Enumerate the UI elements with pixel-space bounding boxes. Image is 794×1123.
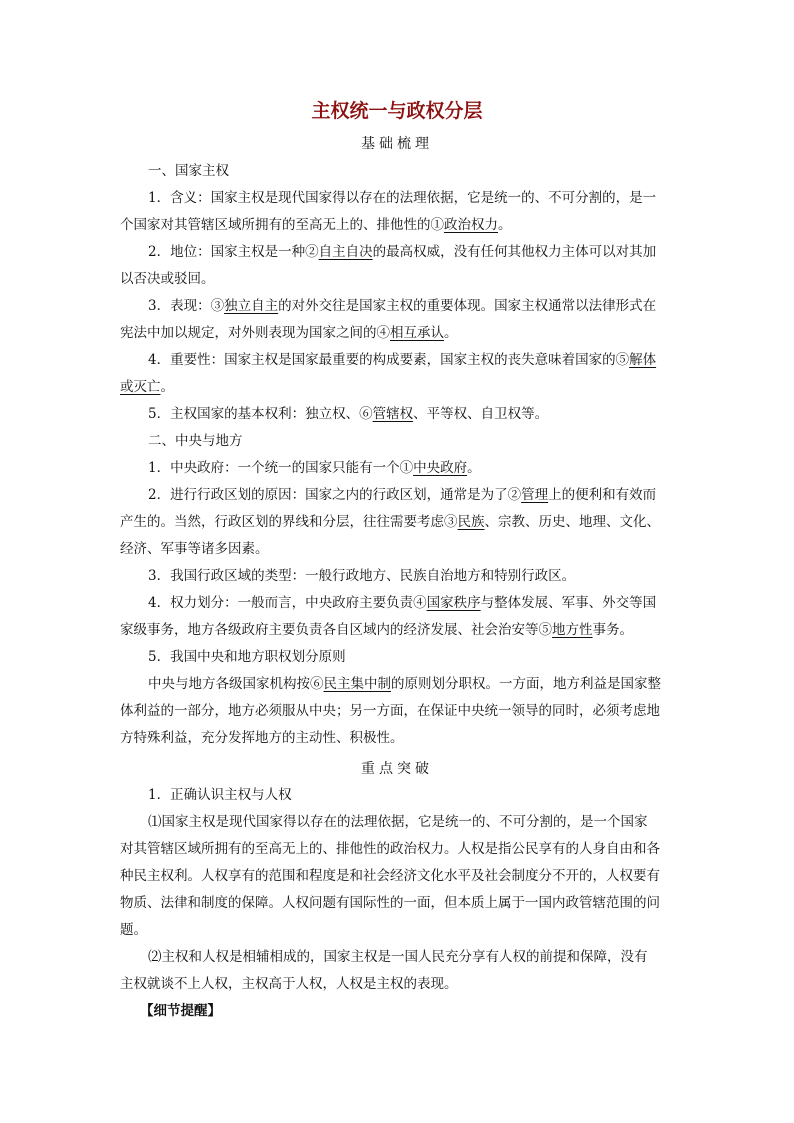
paragraph-line: 以否决或驳回。 bbox=[120, 271, 215, 287]
paragraph-line: 3．表现：③独立自主的对外交往是国家主权的重要体现。国家主权通常以法律形式在 bbox=[148, 298, 657, 314]
paragraph-line: 1．正确认识主权与人权 bbox=[148, 787, 292, 803]
paragraph-line: 对其管辖区域所拥有的至高无上的、排他性的政治权力。人权是指公民享有的人身自由和各 bbox=[120, 841, 660, 857]
blank-answer: 地方性 bbox=[552, 622, 593, 638]
paragraph-line: 主权就谈不上人权，主权高于人权，人权是主权的表现。 bbox=[120, 976, 458, 992]
paragraph-line: 2．进行行政区划的原因：国家之内的行政区划，通常是为了②管理上的便利和有效而 bbox=[148, 487, 657, 503]
paragraph-line: 中央与地方各级国家机构按⑥民主集中制的原则划分职权。一方面，地方利益是国家整 bbox=[148, 676, 661, 692]
paragraph-line: 经济、军事等诸多因素。 bbox=[120, 541, 269, 557]
paragraph-line: 家级事务，地方各级政府主要负责各自区域内的经济发展、社会治安等⑤地方性事务。 bbox=[120, 622, 633, 638]
paragraph-line: ⑵主权和人权是相辅相成的，国家主权是一国人民充分享有人权的前提和保障，没有 bbox=[148, 949, 648, 965]
blank-answer: 政治权力 bbox=[444, 217, 498, 233]
detail-reminder-heading: 【细节提醒】 bbox=[140, 1003, 221, 1019]
paragraph-line: 5．主权国家的基本权利：独立权、⑥管辖权、平等权、自卫权等。 bbox=[148, 406, 549, 422]
heading-central-local: 二、中央与地方 bbox=[148, 433, 243, 449]
paragraph-line: ⑴国家主权是现代国家得以存在的法理依据，它是统一的、不可分割的，是一个国家 bbox=[148, 814, 648, 830]
heading-sovereignty: 一、国家主权 bbox=[148, 163, 229, 179]
paragraph-line: 产生的。当然，行政区划的界线和分层，往往需要考虑③民族、宗教、历史、地理、文化、 bbox=[120, 514, 660, 530]
paragraph-line: 3．我国行政区域的类型：一般行政地方、民族自治地方和特别行政区。 bbox=[148, 568, 576, 584]
paragraph-line: 1．含义：国家主权是现代国家得以存在的法理依据，它是统一的、不可分割的，是一 bbox=[148, 190, 657, 206]
paragraph-line: 4．权力划分：一般而言，中央政府主要负责④国家秩序与整体发展、军事、外交等国 bbox=[148, 595, 657, 611]
blank-answer: 管理 bbox=[521, 487, 549, 503]
paragraph-line: 物质、法律和制度的保障。人权问题有国际性的一面，但本质上属于一国内政管辖范围的问 bbox=[120, 895, 660, 911]
paragraph-line: 或灭亡。 bbox=[120, 379, 174, 395]
paragraph-line: 宪法中加以规定，对外则表现为国家之间的④相互承认。 bbox=[120, 325, 458, 341]
paragraph-line: 体利益的一部分，地方必须服从中央；另一方面，在保证中央统一领导的同时，必须考虑地 bbox=[120, 703, 660, 719]
blank-answer: 解体 bbox=[629, 352, 657, 368]
blank-answer: 民族 bbox=[457, 514, 485, 530]
blank-answer: 自主自决 bbox=[318, 244, 373, 260]
blank-answer: 独立自主 bbox=[224, 298, 279, 314]
paragraph-line: 2．地位：国家主权是一种②自主自决的最高权威，没有任何其他权力主体可以对其加 bbox=[148, 244, 657, 260]
paragraph-line: 1．中央政府：一个统一的国家只能有一个①中央政府。 bbox=[148, 460, 481, 476]
blank-answer: 管辖权 bbox=[372, 406, 414, 422]
section-heading-basics: 基础梳理 bbox=[361, 136, 433, 152]
paragraph-line: 种民主权利。人权享有的范围和程度是和社会经济文化水平及社会制度分不开的，人权要有 bbox=[120, 868, 660, 884]
paragraph-line: 4．重要性：国家主权是国家最重要的构成要素，国家主权的丧失意味着国家的⑤解体 bbox=[148, 352, 657, 368]
blank-answer: 或灭亡 bbox=[120, 379, 161, 395]
page-title: 主权统一与政权分层 bbox=[311, 100, 483, 122]
blank-answer: 相互承认 bbox=[390, 325, 444, 341]
paragraph-line: 个国家对其管辖区域所拥有的至高无上的、排他性的①政治权力。 bbox=[120, 217, 512, 233]
blank-answer: 民主集中制 bbox=[323, 676, 391, 692]
paragraph-line: 方特殊利益，充分发挥地方的主动性、积极性。 bbox=[120, 730, 404, 746]
blank-answer: 国家秩序 bbox=[426, 595, 481, 611]
blank-answer: 中央政府 bbox=[413, 460, 468, 476]
section-heading-key-points: 重点突破 bbox=[361, 761, 433, 777]
paragraph-line: 题。 bbox=[120, 922, 147, 938]
paragraph-line: 5．我国中央和地方职权划分原则 bbox=[148, 649, 346, 665]
